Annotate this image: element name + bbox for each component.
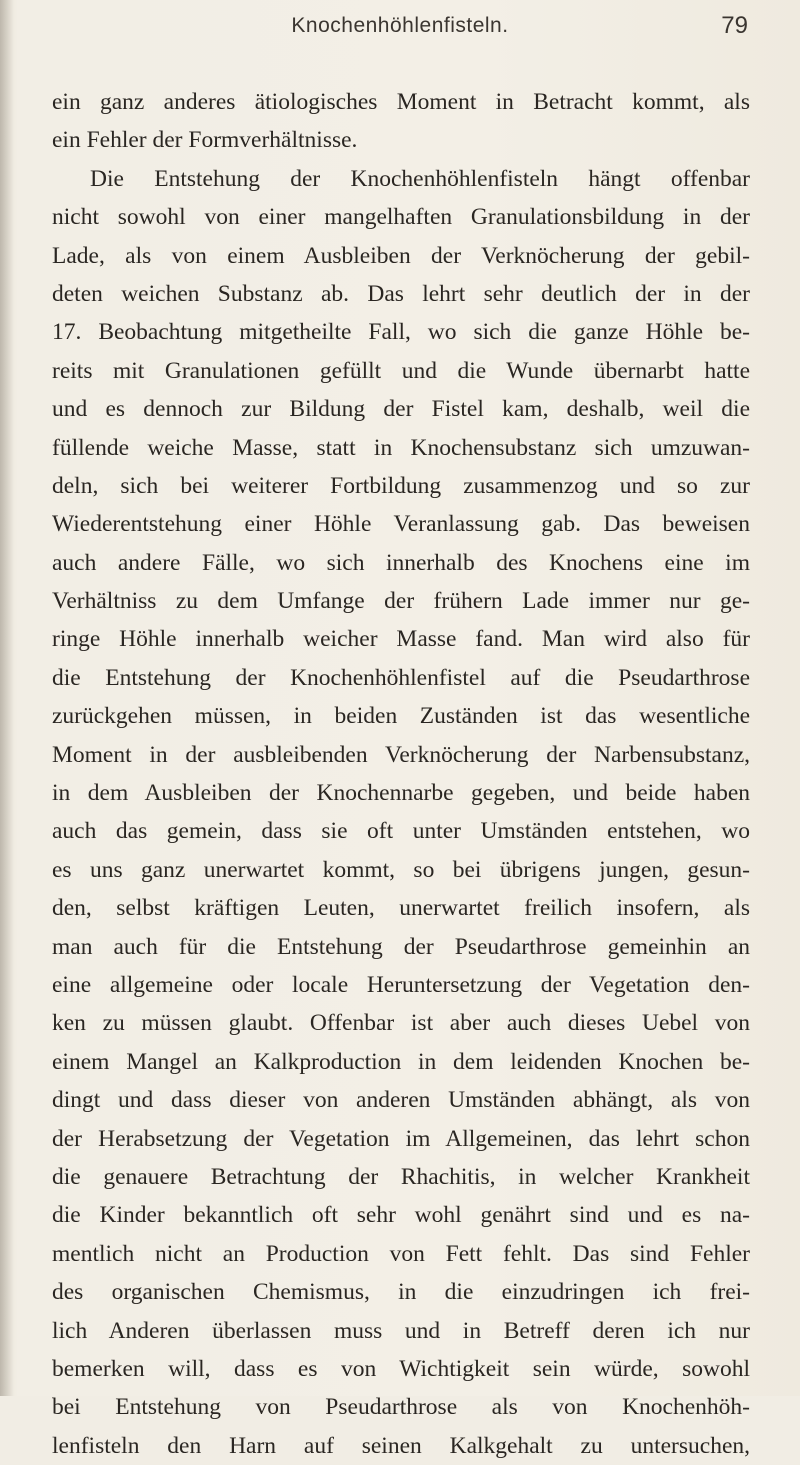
text-line: bemerken will, dass es von Wichtigkeit sein würde, sowohl	[52, 1355, 750, 1382]
text-line: der Herabsetzung der Vegetation im Allgemeinen, das lehrt schon	[52, 1125, 750, 1152]
text-line: lich Anderen überlassen muss und in Betreff deren ich nur	[52, 1317, 750, 1344]
spine-shadow	[0, 0, 14, 1396]
text-line: reits mit Granulationen gefüllt und die Wunde übernarbt hatte	[52, 357, 750, 384]
text-line: es uns ganz unerwartet kommt, so bei übrigens jungen, gesun-	[52, 856, 750, 883]
text-line: Verhältniss zu dem Umfange der frühern Lade immer nur ge-	[52, 588, 750, 615]
text-line: deten weichen Substanz ab. Das lehrt sehr deutlich der in der	[52, 280, 750, 307]
text-line: man auch für die Entstehung der Pseudarthrose gemeinhin an	[52, 933, 750, 960]
text-line: ken zu müssen glaubt. Offenbar ist aber auch dieses Uebel von	[52, 1010, 750, 1037]
text-line: ein Fehler der Formverhältnisse.	[52, 127, 358, 154]
text-line: den, selbst kräftigen Leuten, unerwartet freilich insofern, als	[52, 895, 750, 922]
text-line: des organischen Chemismus, in die einzudringen ich frei-	[52, 1279, 750, 1306]
text-line: nicht sowohl von einer mangelhaften Granulationsbildung in der	[52, 204, 750, 231]
text-line: zurückgehen müssen, in beiden Zuständen ist das wesentliche	[52, 703, 750, 730]
text-line: mentlich nicht an Production von Fett fehlt. Das sind Fehler	[52, 1240, 750, 1267]
text-line: Die Entstehung der Knochenhöhlenfisteln hängt offenbar	[90, 165, 750, 192]
text-line: einem Mangel an Kalkproduction in dem leidenden Knochen be-	[52, 1048, 750, 1075]
text-line: die Entstehung der Knochenhöhlenfistel auf die Pseudarthrose	[52, 664, 750, 691]
text-line: die Kinder bekanntlich oft sehr wohl genährt sind und es na-	[52, 1202, 750, 1229]
text-line: auch andere Fälle, wo sich innerhalb des Knochens eine im	[52, 549, 750, 576]
text-line: deln, sich bei weiterer Fortbildung zusammenzog und so zur	[52, 472, 750, 499]
text-line: lenfisteln den Harn auf seinen Kalkgehalt zu untersuchen,	[52, 1432, 750, 1459]
text-line: Wiederentstehung einer Höhle Veranlassung gab. Das beweisen	[52, 511, 750, 538]
text-line: dingt und dass dieser von anderen Umständen abhängt, als von	[52, 1087, 750, 1114]
text-line: die genauere Betrachtung der Rhachitis, in welcher Krankheit	[52, 1163, 750, 1190]
running-title: Knochenhöhlenfisteln.	[291, 14, 509, 37]
page-number: 79	[721, 12, 748, 39]
text-line: Lade, als von einem Ausbleiben der Verknöcherung der gebil-	[52, 242, 750, 269]
text-line: in dem Ausbleiben der Knochennarbe gegeben, und beide haben	[52, 780, 750, 807]
body-text	[52, 83, 750, 1465]
text-line: bei Entstehung von Pseudarthrose als von Knochenhöh-	[52, 1394, 750, 1421]
text-line: ringe Höhle innerhalb weicher Masse fand. Man wird also für	[52, 626, 750, 653]
text-line: eine allgemeine oder locale Heruntersetzung der Vegetation den-	[52, 971, 750, 998]
text-line: ein ganz anderes ätiologisches Moment in Betracht kommt, als	[52, 89, 750, 115]
text-line: 17. Beobachtung mitgetheilte Fall, wo sich die ganze Höhle be-	[52, 319, 750, 346]
text-line: füllende weiche Masse, statt in Knochensubstanz sich umzuwan-	[52, 434, 750, 461]
text-line: Moment in der ausbleibenden Verknöcherung der Narbensubstanz,	[52, 741, 750, 768]
text-line: und es dennoch zur Bildung der Fistel kam, deshalb, weil die	[52, 396, 750, 423]
text-line: auch das gemein, dass sie oft unter Umständen entstehen, wo	[52, 818, 750, 845]
running-head	[0, 12, 800, 42]
